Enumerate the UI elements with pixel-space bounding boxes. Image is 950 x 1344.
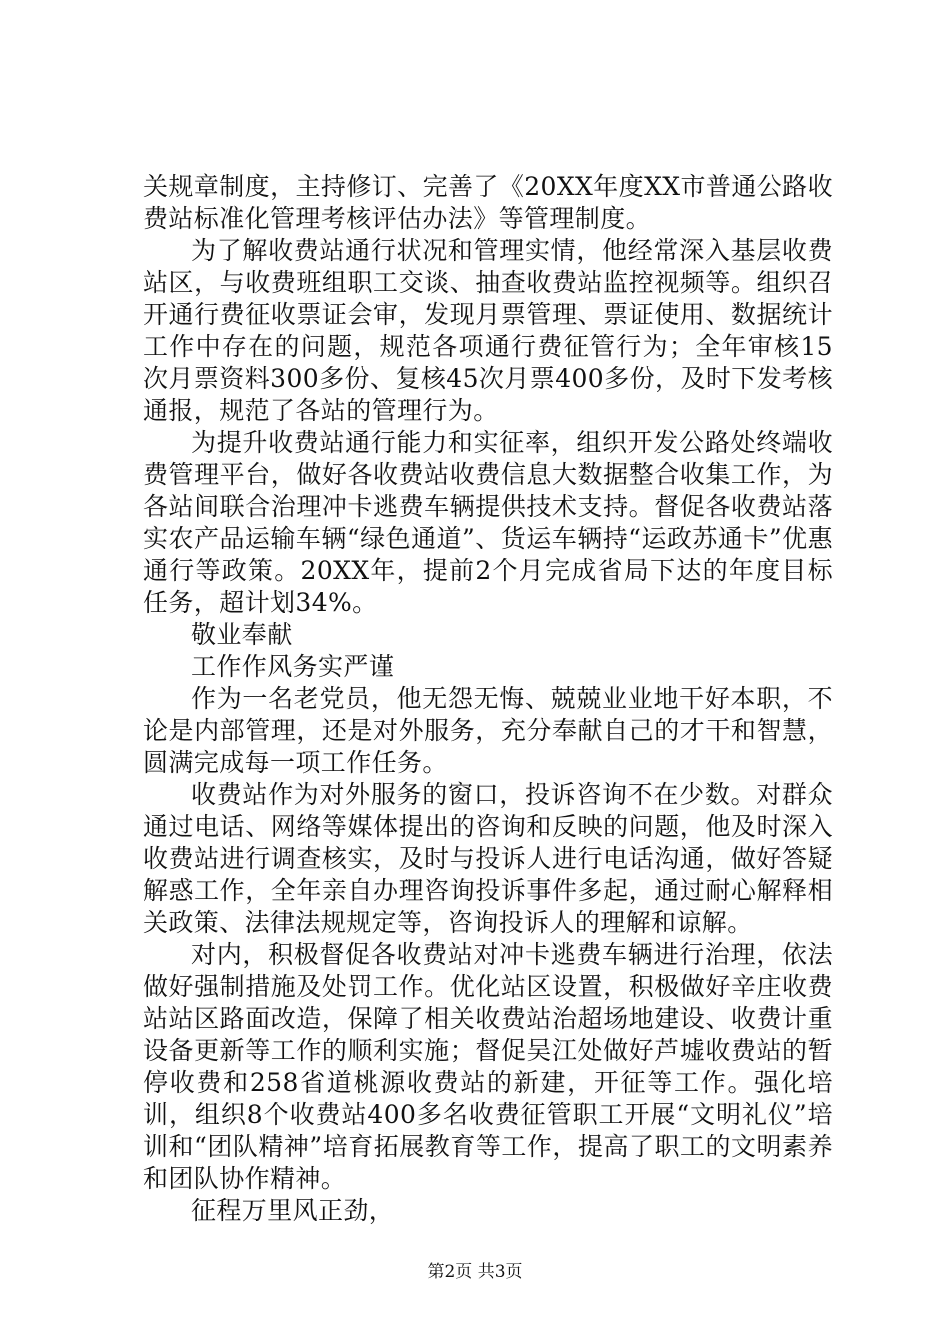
paragraph-2: 为了解收费站通行状况和管理实情，他经常深入基层收费站区，与收费班组职工交谈、抽查收费站监控视频等。组织召开通行费征收票证会审，发现月票管理、票证使用、数据统计工作中存在的问题，规范各项通行费征管行为；全年审核15次月票资料300多份、复核45次月票400多份，及时下发考核通报，规范了各站的管理行为。 <box>143 236 833 425</box>
paragraph-7: 收费站作为对外服务的窗口，投诉咨询不在少数。对群众通过电话、网络等媒体提出的咨询和反映的问题，他及时深入收费站进行调查核实，及时与投诉人进行电话沟通，做好答疑解惑工作，全年亲自办理咨询投诉事件多起，通过耐心解释相关政策、法律法规规定等，咨询投诉人的理解和谅解。 <box>143 780 833 937</box>
section-subheading-work-style: 工作作风务实严谨 <box>191 652 395 681</box>
paragraph-6: 作为一名老党员，他无怨无悔、兢兢业业地干好本职，不论是内部管理，还是对外服务，充分奉献自己的才干和智慧，圆满完成每一项工作任务。 <box>143 684 833 777</box>
paragraph-9: 征程万里风正劲， <box>191 1196 395 1225</box>
section-heading-dedication: 敬业奉献 <box>191 620 293 649</box>
paragraph-3: 为提升收费站通行能力和实征率，组织开发公路处终端收费管理平台，做好各收费站收费信息大数据整合收集工作，为各站间联合治理冲卡逃费车辆提供技术支持。督促各收费站落实农产品运输车辆“绿色通道”、货运车辆持“运政苏通卡”优惠通行等政策。20XX年，提前2个月完成省局下达的年度目标任务，超计划34%。 <box>143 428 833 617</box>
page-number-footer: 第2页 共3页 <box>427 1262 523 1282</box>
document-body <box>143 171 833 1227</box>
paragraph-8: 对内，积极督促各收费站对冲卡逃费车辆进行治理，依法做好强制措施及处罚工作。优化站区设置，积极做好辛庄收费站站区路面改造，保障了相关收费站治超场地建设、收费计重设备更新等工作的顺利实施；督促吴江处做好芦墟收费站的暂停收费和258省道桃源收费站的新建，开征等工作。强化培训，组织8个收费站400多名收费征管职工开展“文明礼仪”培训和“团队精神”培育拓展教育等工作，提高了职工的文明素养和团队协作精神。 <box>143 940 833 1193</box>
paragraph-1: 关规章制度，主持修订、完善了《20XX年度XX市普通公路收费站标准化管理考核评估办法》等管理制度。 <box>143 172 833 233</box>
